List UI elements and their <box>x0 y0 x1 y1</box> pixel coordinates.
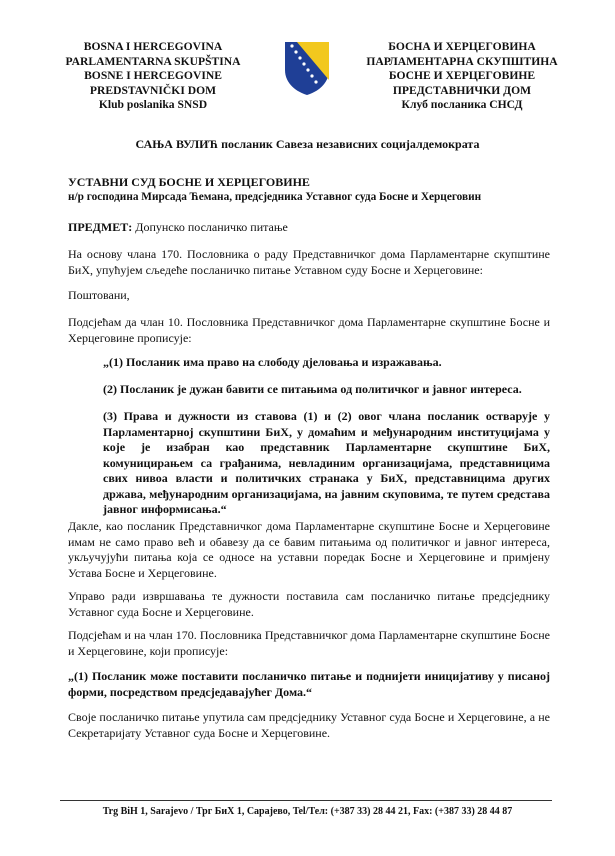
quote-paragraph: „(1) Посланик може поставити посланичко питање и поднијети иницијативу у писаној форми, посредством предсједавајућег Дома.“ <box>68 669 550 699</box>
header-cyrillic-line: ПАРЛАМЕНТАРНА СКУПШТИНА <box>366 54 558 68</box>
header-latin-line: PREDSTAVNIČKI DOM <box>89 83 217 97</box>
paragraph: Дакле, као посланик Представничког дома Парламентарне скупштине Босне и Херцеговине имам не само право већ и обавезу да се бавим питањима од политичког и јавног интереса, укључујући питања која се односе на уставни поредак Босне и Херцеговине и примјену Устава Босне и Херцеговине. <box>68 519 550 580</box>
subject-text: Допунско посланичко питање <box>132 220 288 234</box>
paragraph: Подсјећам да члан 10. Пословника Представничког дома Парламентарне скупштине Босне и Херцеговине прописује: <box>68 315 550 345</box>
paragraph: Подсјећам и на члан 170. Пословника Представничког дома Парламентарне скупштине Босне и Херцеговине, који прописује: <box>68 628 550 658</box>
footer-contact: Trg BiH 1, Sarajevo / Трг БиХ 1, Сарајево, Tel/Тел: (+387 33) 28 44 21, Fax: (+387 33) 28 44 87 <box>102 806 513 817</box>
header-latin <box>38 40 268 113</box>
paragraph: На основу члана 170. Пословника о раду Представничког дома Парламентарне скупштине БиХ, упућујем сљедеће посланичко питање Уставном суду Босне и Херцеговине: <box>68 247 550 277</box>
subject-label: ПРЕДМЕТ: <box>68 220 133 234</box>
subject-line <box>68 220 288 235</box>
header-cyrillic-line: БОСНЕ И ХЕРЦЕГОВИНЕ <box>388 69 536 82</box>
header-cyrillic-line: Клуб посланика СНСД <box>401 98 523 111</box>
header-latin-line: BOSNA I HERCEGOVINA <box>83 40 223 53</box>
quote-paragraph: (3) Права и дужности из ставова (1) и (2) овог члана посланик остварује у Парламентарној скупштини БиХ, у домаћим и међународним институцијама у које је изабран као представник Парламентарне скупштине БиХ, комуницирањем са грађанима, невладиним организацијама, представницима свих нивоа власти и политичких странака у БиХ, представницима других држава, међународним организацијама, на јавним скуповима, те путем средстава јавног информисања.“ <box>103 409 550 516</box>
header-latin-line: Klub poslanika SNSD <box>98 98 208 111</box>
paragraph: Управо ради извршавања те дужности поставила сам посланичко питање предсједнику Уставног суда Босне и Херцеговине. <box>68 589 550 619</box>
quote-paragraph: „(1) Посланик има право на слободу дјеловања и изражавања. <box>103 355 442 369</box>
header-latin-line: PARLAMENTARNA SKUPŠTINA <box>65 54 241 68</box>
greeting: Поштовани, <box>68 288 130 302</box>
header-cyrillic <box>347 40 577 113</box>
document-title: САЊА ВУЛИЋ посланик Савеза независних социјалдемократа <box>135 137 480 151</box>
paragraph: Своје посланичко питање упутила сам предсједнику Уставног суда Босне и Херцеговине, а не Секретаријату Уставног суда Босне и Херцеговине. <box>68 710 550 740</box>
footer-divider <box>60 800 552 801</box>
recipient-institution: УСТАВНИ СУД БОСНЕ И ХЕРЦЕГОВИНЕ <box>68 175 310 189</box>
header-latin-line: BOSNE I HERCEGOVINE <box>84 69 222 82</box>
recipient-attention: н/р господина Мирсада Ћемана, предсједника Уставног суда Босне и Херцеговин <box>68 191 482 203</box>
coat-of-arms-icon <box>283 40 331 97</box>
header-cyrillic-line: БОСНА И ХЕРЦЕГОВИНА <box>388 40 536 53</box>
quote-paragraph: (2) Посланик је дужан бавити се питањима од политичког и јавног интереса. <box>103 382 522 396</box>
header-cyrillic-line: ПРЕДСТАВНИЧКИ ДОМ <box>392 83 532 97</box>
